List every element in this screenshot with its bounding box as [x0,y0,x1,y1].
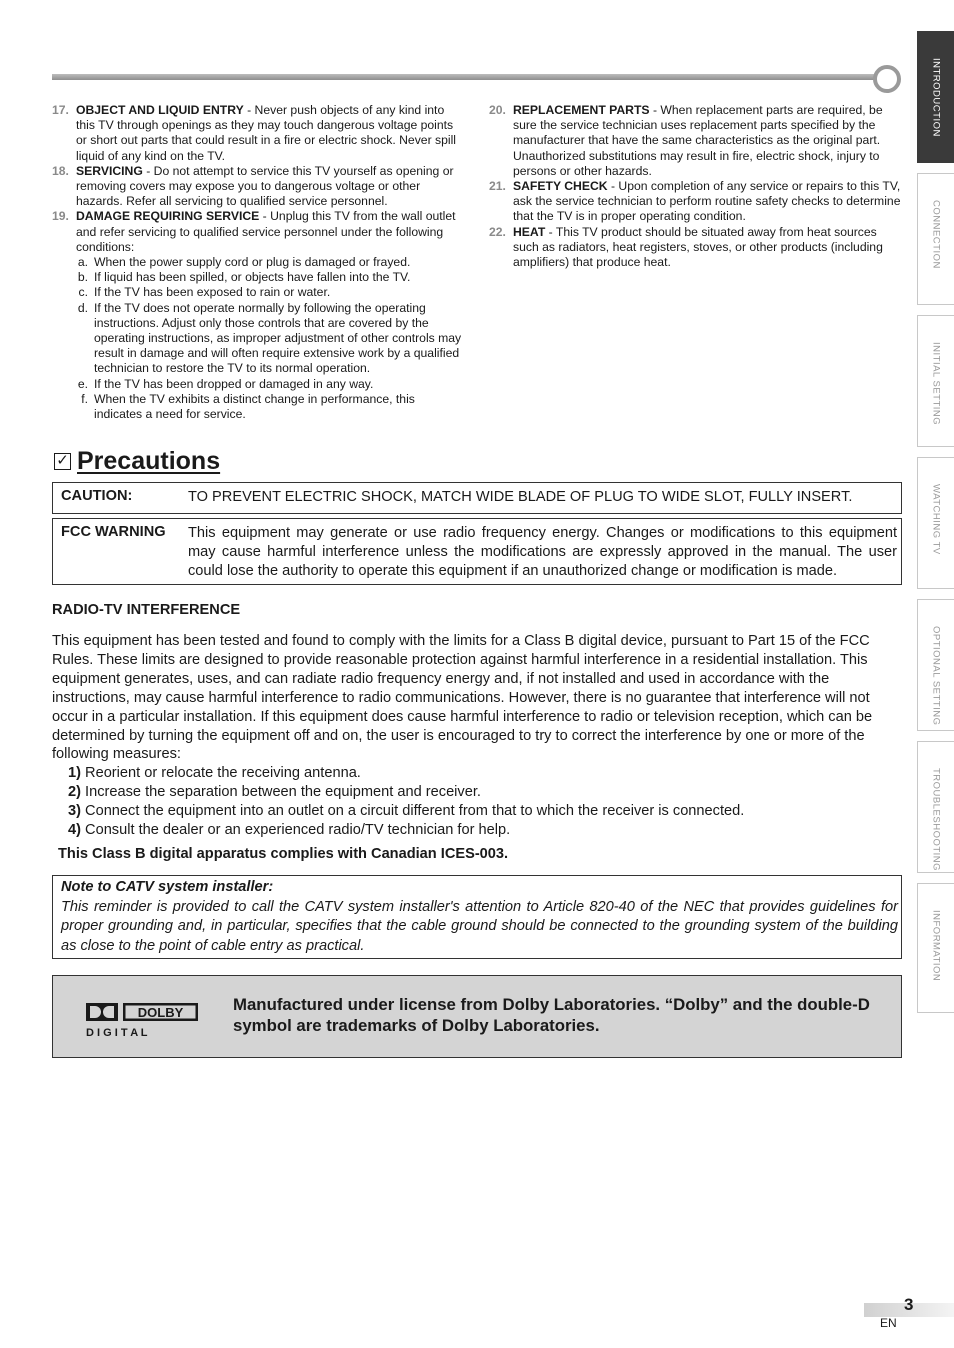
condition-text: If the TV does not operate normally by following the operating instructions. Adjust only those controls that are covered by the operating instructions, as improper adjustment of other controls may result in damage and will often require extensive work by a qualified technician to restore the TV to its normal operation. [94,300,462,376]
item-text: - Unplug this TV from the wall outlet and refer servicing to qualified service personnel under the following conditions: [76,209,456,254]
condition-a [76,255,466,270]
item-heading: REPLACEMENT PARTS [513,103,650,117]
dolby-license-text: Manufactured under license from Dolby Laboratories. “Dolby” and the double-D symbol are trademarks of Dolby Laboratories. [233,995,870,1035]
safety-item-19 [52,209,466,255]
item-text: - Upon completion of any service or repairs to this TV, ask the service technician to perform routine safety checks to determine that the TV is in proper operating condition. [513,179,901,224]
condition-letter: d. [77,300,88,315]
precautions-heading [54,447,220,476]
fcc-warning-box [52,518,902,585]
safety-item-22 [489,225,903,271]
condition-b [76,270,466,285]
radio-tv-heading: RADIO-TV INTERFERENCE [52,602,241,618]
safety-item-20 [489,103,903,179]
item-text: - When replacement parts are required, be sure the service technician uses replacement parts specified by the manufacturer that have the same characteristics as the original part. Unauthorized substitutions may result in fire, electric shock, injury to persons or other hazards. [513,103,883,178]
condition-text: When the TV exhibits a distinct change in performance, this indicates a need for service. [94,391,415,422]
condition-letter: e. [77,376,88,391]
measure-number: 4) [68,822,81,838]
canadian-compliance: This Class B digital apparatus complies with Canadian ICES-003. [58,846,509,862]
radio-tv-body: This equipment has been tested and found to comply with the limits for a Class B digital device, pursuant to Part 15 of the FCC Rules. These limits are designed to provide reasonable protection against harmful interference in a residential installation. This equipment generates, uses, and can radiate radio frequency energy and, if not installed and used in accordance with the instructions, may cause harmful interference to radio communications. However, there is no guarantee that interference will not occur in a particular installation. If this equipment does cause harmful interference to radio or television reception, which can be determined by turning the equipment off and on, the user is encouraged to try to correct the interference by one or more of the following measures: [52,633,873,763]
item-text: - This TV product should be situated away from heat sources such as radiators, heat registers, stoves, or other products (including amplifiers) that produce heat. [513,224,883,270]
item-number: 21. [489,179,506,194]
condition-letter: a. [77,255,88,270]
dolby-notice [52,975,902,1058]
tab-information[interactable] [917,883,954,1013]
condition-letter: f. [81,391,88,406]
tab-label: INFORMATION [930,910,942,982]
measure-item [68,821,744,840]
condition-c [76,285,466,300]
dolby-logo-word: DOLBY [137,1005,184,1020]
safety-item-18 [52,164,466,210]
measure-number: 1) [68,765,81,781]
measure-text: Reorient or relocate the receiving antenna. [80,765,361,781]
tab-label: WATCHING TV [930,484,942,555]
tab-optional-setting[interactable] [917,599,954,731]
item-text: - Never push objects of any kind into this TV through openings as they may touch dangerous voltage points or short out parts that could result in a fire or electric shock. Never spill liquid of any kind on the TV. [76,103,457,163]
measure-text: Increase the separation between the equipment and receiver. [80,784,481,800]
condition-text: If liquid has been spilled, or objects have fallen into the TV. [94,270,411,285]
measure-number: 3) [68,803,81,819]
interference-measures [68,764,744,840]
item-number: 22. [489,224,506,239]
tab-initial-setting[interactable] [917,315,954,447]
tab-label: CONNECTION [930,200,942,269]
measure-item [68,783,744,802]
item-heading: HEAT [513,224,546,239]
tab-label: OPTIONAL SETTING [930,626,942,726]
fcc-warning-label: FCC WARNING [61,524,166,540]
item-heading: SERVICING [76,163,143,178]
tab-troubleshooting[interactable] [917,741,954,873]
item-number: 18. [52,163,69,178]
item-heading: SAFETY CHECK [513,179,608,194]
caution-box [52,482,902,514]
measure-number: 2) [68,784,81,800]
catv-note-body: This reminder is provided to call the CATV system installer's attention to Article 820-40 of the NEC that provides guidelines for proper grounding and, in particular, specifies that the cable ground should be connected to the grounding system of the building as close to the point of cable entry as practical. [61,898,898,954]
safety-list-right [489,103,903,270]
item-text: - Do not attempt to service this TV yourself as opening or removing covers may expose you to dangerous voltage or other hazards. Refer all servicing to qualified service personnel. [76,163,454,209]
page-number: 3 [904,1295,914,1314]
tab-introduction[interactable] [917,31,954,163]
safety-list-left [52,103,466,422]
condition-text: When the power supply cord or plug is damaged or frayed. [94,255,411,270]
caution-label: CAUTION: [61,488,133,504]
tab-watching-tv[interactable] [917,457,954,589]
item-heading: DAMAGE REQUIRING SERVICE [76,209,260,224]
measure-text: Consult the dealer or an experienced radio/TV technician for help. [80,822,511,838]
catv-note-heading: Note to CATV system installer: [61,879,274,895]
condition-d [76,301,466,377]
condition-text: If the TV has been exposed to rain or water. [94,285,331,300]
tab-label: INITIAL SETTING [930,342,942,426]
tab-connection[interactable] [917,173,954,305]
condition-e [76,377,466,392]
dolby-digital-logo [85,1000,200,1040]
item-number: 19. [52,209,69,224]
measure-item [68,802,744,821]
header-rule-end-circle [873,65,901,93]
measure-text: Connect the equipment into an outlet on a circuit different from that to which the receiver is connected. [80,803,745,819]
dolby-logo-subtext: D I G I T A L [86,1027,148,1039]
page-title: Precautions [77,447,221,475]
service-conditions [76,255,466,422]
catv-note-box [52,875,902,959]
safety-item-21 [489,179,903,225]
condition-letter: c. [78,285,88,300]
measure-item [68,764,744,783]
item-heading: OBJECT AND LIQUID ENTRY [76,103,244,117]
checkbox-icon: ✓ [54,453,71,470]
tab-label: INTRODUCTION [930,58,942,137]
safety-item-17 [52,103,466,164]
caution-text: TO PREVENT ELECTRIC SHOCK, MATCH WIDE BLADE OF PLUG TO WIDE SLOT, FULLY INSERT. [188,489,853,505]
condition-f [76,392,466,422]
condition-text: If the TV has been dropped or damaged in any way. [94,376,374,391]
tab-label: TROUBLESHOOTING [930,768,942,872]
fcc-warning-text: This equipment may generate or use radio frequency energy. Changes or modifications to this equipment may cause harmful interference unless the modifications are expressly approved in the manual. The user could lose the authority to operate this equipment if an unauthorized change or modification is made. [188,525,897,579]
header-rule [52,74,878,80]
language-code: EN [880,1316,897,1330]
item-number: 20. [489,103,506,117]
condition-letter: b. [77,270,88,285]
item-number: 17. [52,103,69,117]
